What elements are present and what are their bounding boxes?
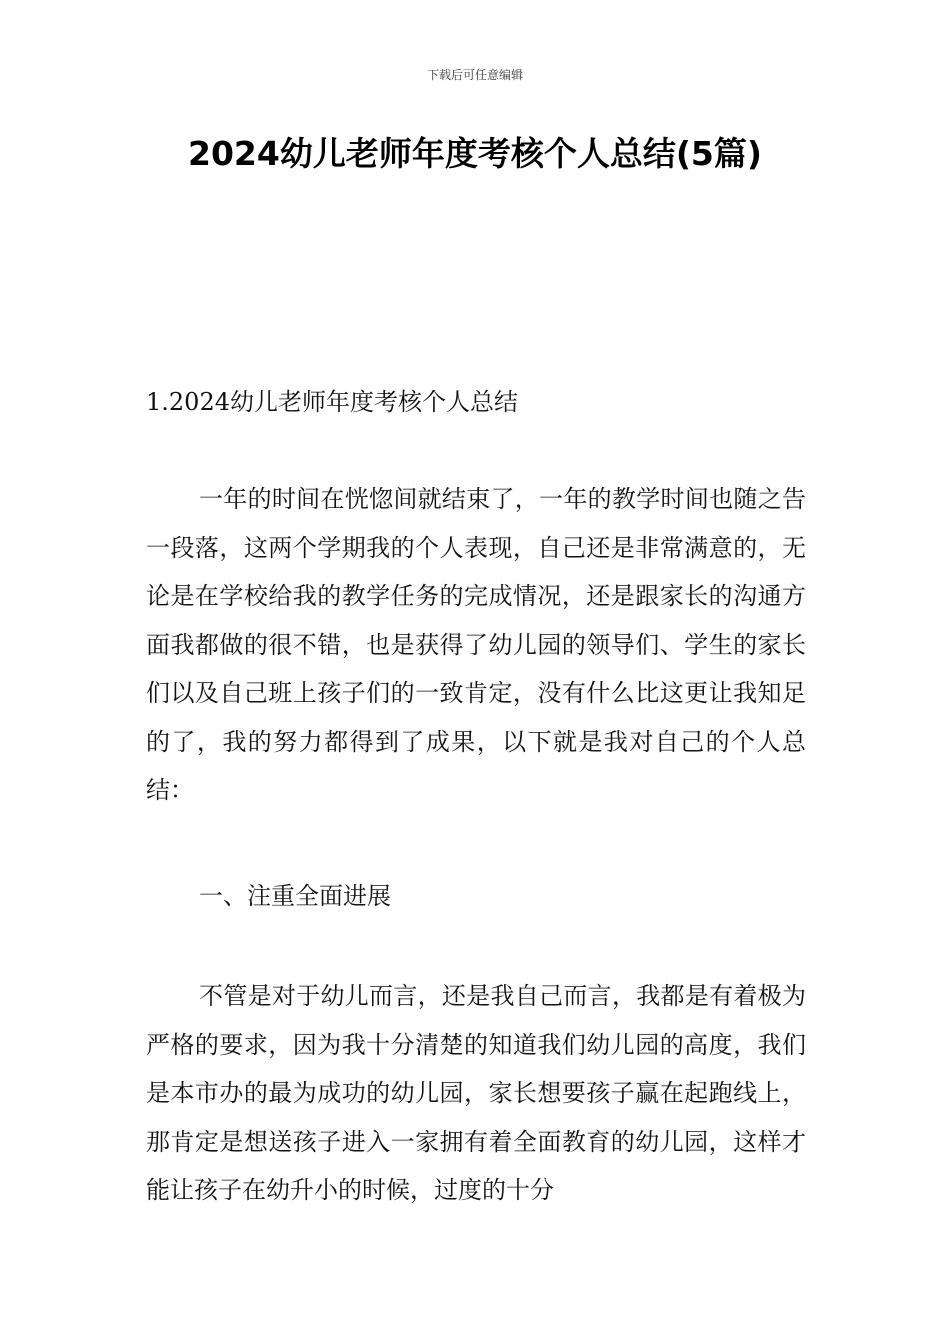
- header-note: 下载后可任意编辑: [426, 68, 523, 82]
- paragraph-2: 不管是对于幼儿而言，还是我自己而言，我都是有着极为严格的要求，因为我十分清楚的知道我们幼儿园的高度，我们是本市办的最为成功的幼儿园，家长想要孩子赢在起跑线上，那肯定是想送孩子进入一家拥有着全面教育的幼儿园，这样才能让孩子在幼升小的时候，过度的十分: [146, 982, 806, 1204]
- paragraph-1: 一年的时间在恍惚间就结束了，一年的教学时间也随之告一段落，这两个学期我的个人表现，自己还是非常满意的，无论是在学校给我的教学任务的完成情况，还是跟家长的沟通方面我都做的很不错，也是获得了幼儿园的领导们、学生的家长们以及自己班上孩子们的一致肯定，没有什么比这更让我知足的了，我的努力都得到了成果，以下就是我对自己的个人总结：: [146, 485, 806, 804]
- subheading-1: 一、注重全面进展: [199, 882, 391, 910]
- document-title: 2024幼儿老师年度考核个人总结(5篇): [188, 134, 762, 173]
- section-title: 1.2024幼儿老师年度考核个人总结: [146, 388, 518, 416]
